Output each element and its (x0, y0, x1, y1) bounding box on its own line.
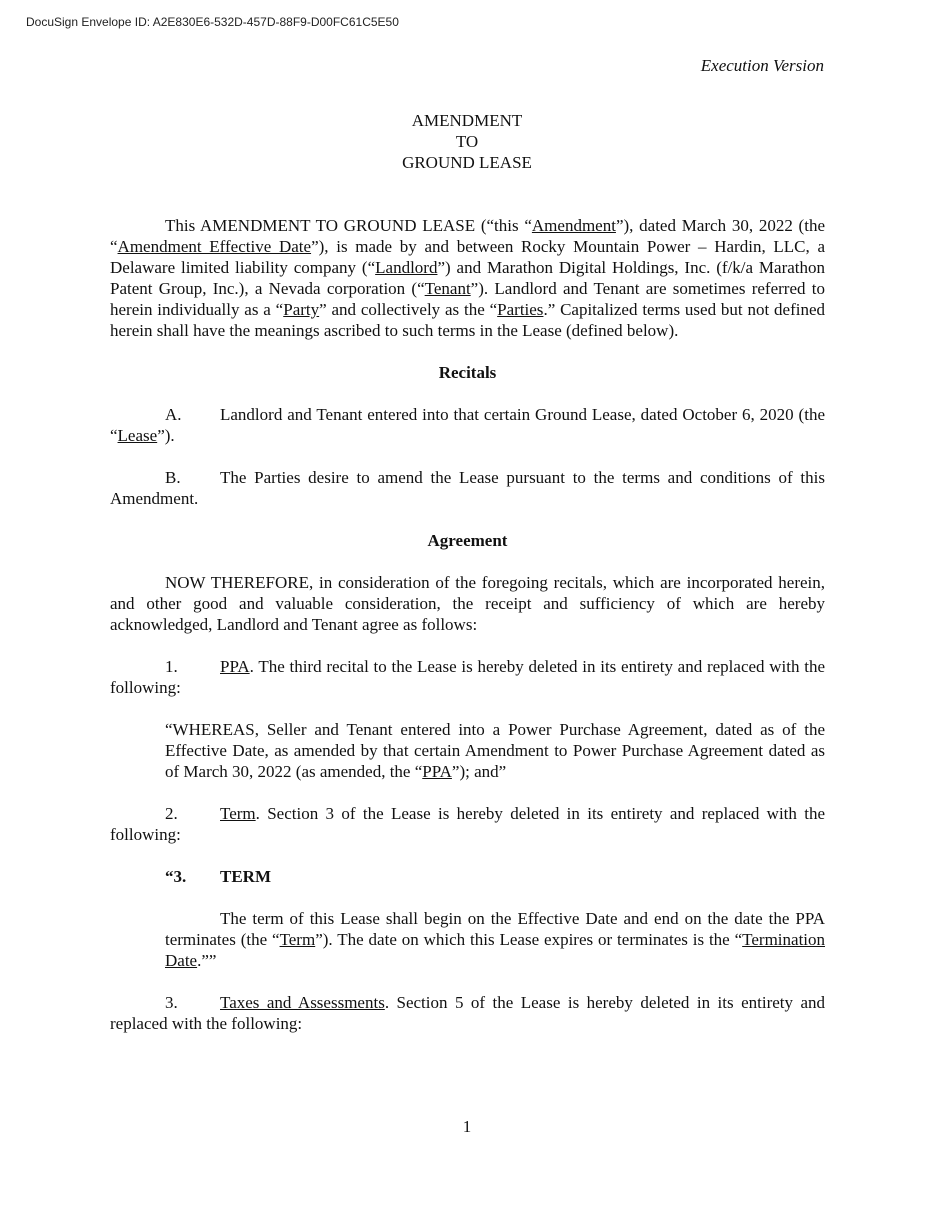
recital-b-number: B. (165, 468, 181, 487)
term-text-2: ”). The date on which this Lease expires or terminates is the “ (315, 930, 743, 949)
intro-text-2: ”), dated March 30, 2022 (the “ (110, 216, 825, 256)
intro-text-7: .” Capitalized terms used but not defined herein shall have the meanings ascribed to such terms in the Lease (defined below). (110, 300, 825, 340)
section-3-label: Taxes and Assessments (220, 993, 385, 1012)
intro-text-6: ” and collectively as the “ (319, 300, 498, 319)
section-3 (110, 992, 825, 1034)
title-line-1: AMENDMENT (411, 111, 523, 130)
section-2-label: Term (220, 804, 256, 823)
term-paragraph (165, 908, 825, 971)
section-2-number: 2. (165, 804, 178, 823)
quote-1-text-1: “WHEREAS, Seller and Tenant entered into a Power Purchase Agreement, dated as of the Effective Date, as amended by that certain Amendment to Power Purchase Agreement dated as of March 30, 2022 (as amended, the “ (165, 720, 825, 781)
defined-term-ppa: PPA (422, 762, 452, 781)
quote-1-text-2: ”); and” (451, 762, 507, 781)
defined-term-effective-date: Amendment Effective Date (117, 237, 312, 256)
section-2 (110, 803, 825, 845)
agreement-heading: Agreement (427, 531, 508, 550)
intro-text-4: ”) and Marathon Digital Holdings, Inc. (f/k/a Marathon Patent Group, Inc.), a Nevada corporation (“ (110, 258, 826, 298)
page-number: 1 (462, 1117, 472, 1136)
term-text-3: .”” (197, 951, 217, 970)
intro-text-5: ”). Landlord and Tenant are sometimes referred to herein individually as a “ (110, 279, 825, 319)
defined-term-lease: Lease (117, 426, 158, 445)
defined-term-landlord: Landlord (375, 258, 438, 277)
term-heading-number: “3. (165, 867, 187, 886)
title-line-3: GROUND LEASE (402, 153, 532, 172)
defined-term-tenant: Tenant (424, 279, 471, 298)
defined-term-termination-date: Termination Date (165, 930, 826, 970)
section-1-label: PPA (220, 657, 250, 676)
recitals-heading: Recitals (438, 363, 497, 382)
document-body (110, 215, 825, 1055)
recital-a (110, 404, 825, 446)
title-line-2: TO (455, 132, 479, 151)
section-3-text: . Section 5 of the Lease is hereby deleted in its entirety and replaced with the following: (110, 993, 825, 1033)
recital-b (110, 467, 825, 509)
intro-text-1: This AMENDMENT TO GROUND LEASE (“this “ (165, 216, 532, 235)
ppa-recital-quote (165, 719, 825, 782)
section-3-number: 3. (165, 993, 178, 1012)
term-text-1: The term of this Lease shall begin on the Effective Date and end on the date the PPA terminates (the “ (165, 909, 825, 949)
section-2-text: . Section 3 of the Lease is hereby deleted in its entirety and replaced with the following: (110, 804, 825, 844)
recital-a-number: A. (165, 405, 182, 424)
intro-text-3: ”), is made by and between Rocky Mountain Power – Hardin, LLC, a Delaware limited liability company (“ (110, 237, 825, 277)
agreement-intro: NOW THEREFORE, in consideration of the foregoing recitals, which are incorporated herein, and other good and valuable consideration, the receipt and sufficiency of which are hereby acknowledged, Landlord and Tenant agree as follows: (110, 573, 825, 634)
defined-term-parties: Parties (497, 300, 544, 319)
docusign-envelope-id: DocuSign Envelope ID: A2E830E6-532D-457D-88F9-D00FC61C5E50 (26, 15, 399, 29)
document-title (0, 110, 934, 173)
recital-a-text-1: Landlord and Tenant entered into that certain Ground Lease, dated October 6, 2020 (the “ (110, 405, 825, 445)
defined-term-amendment: Amendment (531, 216, 616, 235)
section-1-text: . The third recital to the Lease is hereby deleted in its entirety and replaced with the following: (110, 657, 825, 697)
term-heading (165, 866, 825, 887)
recital-a-text-2: ”). (157, 426, 175, 445)
term-heading-label: TERM (220, 867, 271, 886)
execution-version-label: Execution Version (700, 56, 824, 75)
intro-paragraph (110, 215, 825, 341)
defined-term-term: Term (279, 930, 316, 949)
section-1-number: 1. (165, 657, 178, 676)
defined-term-party: Party (283, 300, 320, 319)
recital-b-text: The Parties desire to amend the Lease pursuant to the terms and conditions of this Amendment. (110, 468, 825, 508)
section-1 (110, 656, 825, 698)
